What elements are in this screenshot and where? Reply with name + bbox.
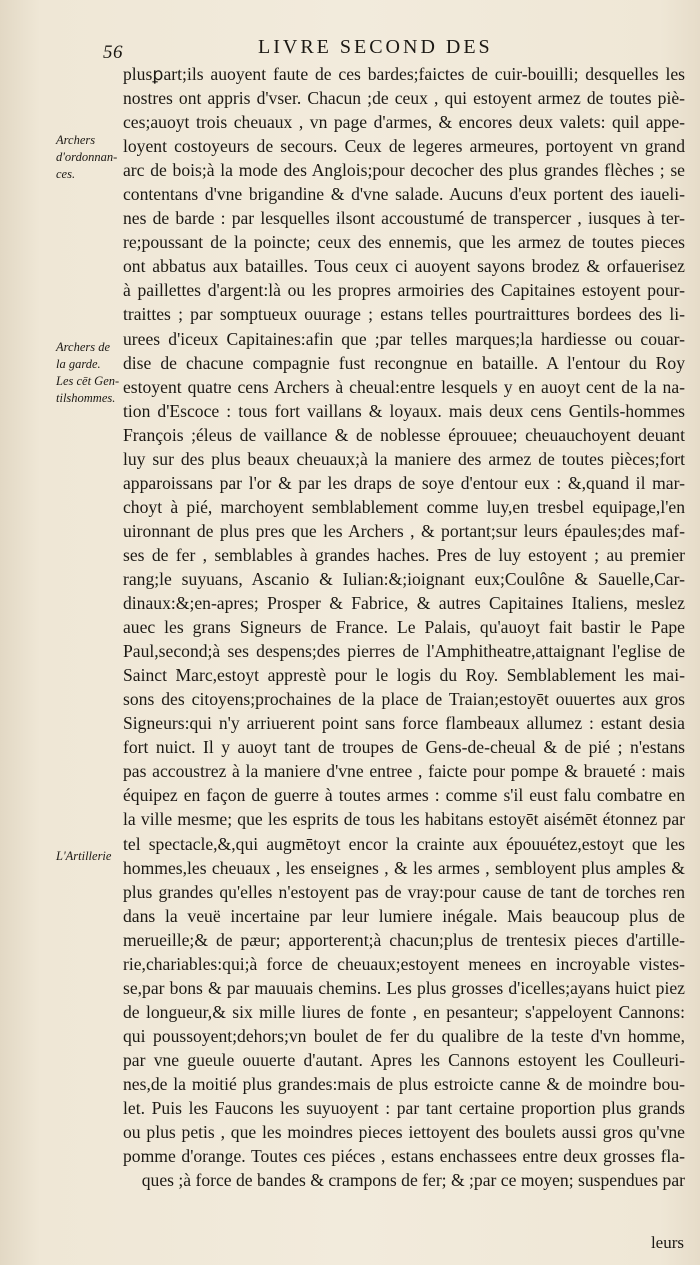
text-line: de longueur,& six mille liures de fonte , en pesanteur; s'appeloyent Cannons: bbox=[123, 1001, 685, 1022]
margin-note: Archers bbox=[56, 133, 96, 147]
text-line: plus grandes qu'elles n'estoyent pas de vray:pour cause de tant de torches ren bbox=[123, 881, 685, 902]
folio-number: 56 bbox=[103, 42, 123, 63]
margin-note: Archers de bbox=[56, 340, 111, 354]
text-line: dinaux:&;en-apres; Prosper & Fabrice, & autres Capitaines Italiens, meslez bbox=[123, 593, 685, 614]
text-line: Signeurs:qui n'y arriuerent point sans force flambeaux allumez : estant desia bbox=[123, 713, 685, 734]
text-line: François ;éleus de vaillance & de noblesse éprouuee; cheuauchoyent deuant bbox=[123, 424, 685, 445]
text-line: rang;le suyuans, Ascanio & Iulian:&;ioignant eux;Coulône & Sauelle,Car- bbox=[123, 568, 685, 589]
text-line: ont abbatus aux batailles. Tous ceux ci auoyent sayons brodez & orfauerisez bbox=[123, 256, 685, 277]
text-line: la ville mesme; que les esprits de tous les habitans estoyēt aisémēt étonnez par bbox=[123, 809, 685, 830]
text-line: traittes ; par somptueux ouurage ; estans telles pourtraittures bordees des li- bbox=[123, 304, 685, 325]
text-line: apparoissans par l'or & par les draps de soye d'entour eux : &,quand il mar- bbox=[123, 472, 685, 493]
text-line: auec les grans Signeurs de France. Le Palais, qu'auoyt fait bastir le Pape bbox=[123, 617, 685, 638]
text-line: merueille;& de pæur; apporterent;à chacun;plus de trentesix pieces d'artille- bbox=[123, 929, 685, 950]
text-line: arc de bois;à la mode des Anglois;pour decocher des plus grandes flèches ; se bbox=[123, 160, 685, 181]
text-line: à paillettes d'argent:là ou les propres armoiries des Capitaines estoyent pour- bbox=[123, 280, 685, 301]
text-line: uironnant de plus pres que les Archers , & portant;sur leurs épaules;des maf- bbox=[123, 520, 685, 541]
text-line: choyt à pié, marchoyent semblablement comme luy,en tresbel equipage,l'en bbox=[123, 496, 685, 517]
running-head: LIVRE SECOND DES bbox=[258, 36, 493, 58]
text-line: pas accoustrez à la maniere d'vne entree , faicte pour pompe & braueté : mais bbox=[123, 761, 685, 782]
text-line: contentans d'vne brigandine & d'vne salade. Aucuns d'eux portent des iaueli- bbox=[123, 184, 685, 205]
text-line: urees d'iceux Capitaines:afin que ;par telles marques;la hardiesse ou couar- bbox=[123, 328, 685, 349]
text-line: ou plus petis , que les moindres pieces iettoyent des boulets aussi gros qu'vne bbox=[123, 1122, 685, 1143]
text-line: Sainct Marc,estoyt apprestè pour le logis du Roy. Semblablement les mai- bbox=[123, 665, 685, 686]
margin-note: Les cēt Gen- bbox=[56, 374, 120, 388]
text-line: hommes,les cheuaux , les enseignes , & les armes , sembloyent plus amples & bbox=[123, 857, 685, 878]
text-line: Paul,second;à ses despens;des pierres de l'Amphitheatre,attaignant l'eglise de bbox=[123, 641, 685, 662]
margin-note: d'ordonnan- bbox=[56, 150, 118, 164]
catchword: leurs bbox=[650, 1233, 684, 1252]
text-line: pomme d'orange. Toutes ces piéces , estans enchassees entre deux grosses fla- bbox=[123, 1146, 685, 1167]
text-line: ses de fer , semblables à grandes haches. Pres de luy estoyent ; au premier bbox=[123, 544, 685, 565]
text-line: par vne gueule ouuerte d'autant. Apres les Cannons estoyent les Coulleuri- bbox=[123, 1049, 685, 1070]
margin-note: ces. bbox=[56, 167, 76, 181]
margin-note: L'Artillerie bbox=[56, 849, 112, 863]
text-line: nes de barde : par lesquelles ilsont accoustumé de transpercer , iusques à ter- bbox=[123, 208, 685, 229]
text-line: ques ;à force de bandes & crampons de fer; & ;par ce moyen; suspendues par bbox=[141, 1170, 685, 1191]
text-line: luy sur des plus beaux cheuaux;à la maniere des armez de toutes pièces;fort bbox=[123, 448, 685, 469]
body-text bbox=[123, 62, 685, 1192]
text-line: tion d'Escoce : tous fort vaillans & loyaux. mais deux cens Gentils-hommes bbox=[123, 400, 685, 421]
text-line: tel spectacle,&,qui augmētoyt encor la crainte aux épouuétez,estoyt que les bbox=[123, 833, 685, 854]
text-line: ces;auoyt trois cheuaux , vn page d'armes, & encores deux valets: quil appe- bbox=[123, 112, 685, 133]
text-line: dise de chacune compagnie fust recongnue en bataille. A l'entour du Roy bbox=[123, 352, 685, 373]
text-line: sons des citoyens;prochaines de la place de Traian;estoyēt ouuertes aux gros bbox=[123, 689, 685, 710]
text-line: loyent costoyeurs de secours. Ceux de legeres armeures, portoyent vn grand bbox=[123, 136, 685, 157]
text-line: se,par bons & par mauuais chemins. Les plus grosses d'icelles;ayans huict piez bbox=[123, 977, 685, 998]
text-line: équipez en façon de guerre à toutes armes : comme s'il eust falu combatre en bbox=[123, 785, 685, 806]
text-line: re;poussant de la poincte; ceux des ennemis, que les armez de toutes pieces bbox=[123, 232, 685, 253]
text-line: plusꝑart;ils auoyent faute de ces bardes;faictes de cuir-bouilli; desquelles les bbox=[123, 64, 685, 84]
text-line: nostres ont appris d'vser. Chacun ;de ceux , qui estoyent armez de toutes piè- bbox=[123, 88, 685, 109]
text-line: fort nuict. Il y auoyt tant de troupes de Gens-de-cheual & de pié ; n'estans bbox=[123, 737, 685, 758]
text-line: estoyent quatre cens Archers à cheual:entre lesquels y en auoyt cent de la na- bbox=[123, 376, 685, 397]
text-line: dans la veuë incertaine par leur lumiere inégale. Mais beaucoup plus de bbox=[123, 905, 685, 926]
margin-note: tilshommes. bbox=[56, 391, 116, 405]
text-line: nes,de la moitié plus grandes:mais de plus estroicte canne & de moindre bou- bbox=[123, 1073, 685, 1094]
margin-note: la garde. bbox=[56, 357, 101, 371]
text-line: rie,chariables:qui;à force de cheuaux;estoyent menees en incroyable vistes- bbox=[123, 953, 685, 974]
text-line: qui poussoyent;dehors;vn boulet de fer du qualibre de la teste d'vn homme, bbox=[123, 1025, 685, 1046]
text-line: let. Puis les Faucons les suyuoyent : par tant certaine proportion plus grands bbox=[123, 1098, 685, 1119]
